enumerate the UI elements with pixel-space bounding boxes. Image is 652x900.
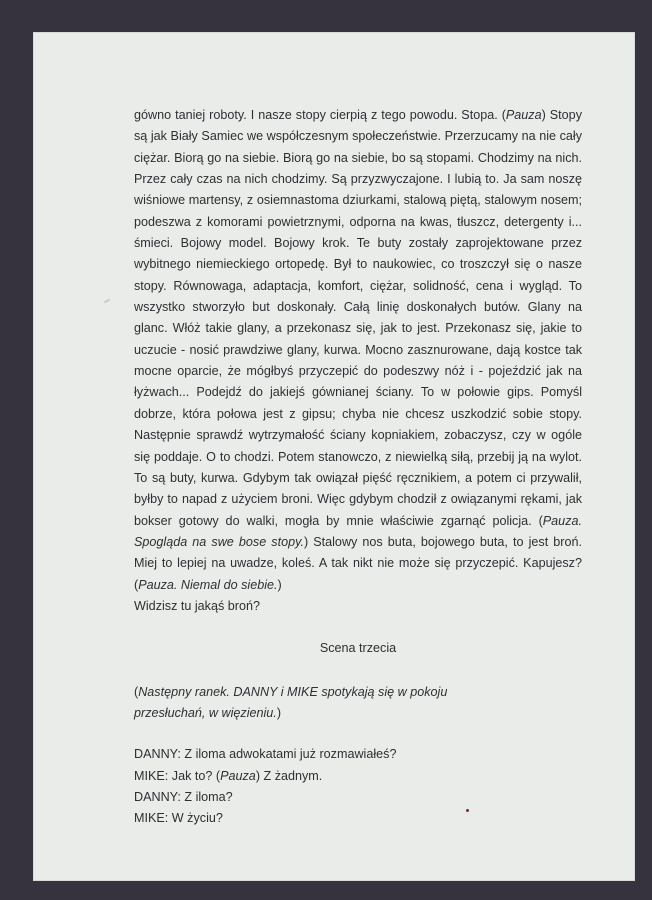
- dialogue-text: ) Z żadnym.: [255, 768, 323, 783]
- dialogue: [134, 744, 582, 829]
- monologue-paragraph: [134, 105, 582, 617]
- stage-direction: [134, 682, 582, 725]
- dialogue-line: [134, 744, 582, 765]
- monologue-text: gówno taniej roboty. I nasze stopy cierpią z tego powodu. Stopa. (: [134, 108, 506, 122]
- monologue-text: ) Stopy są jak Biały Samiec we współczesnym społeczeństwie. Przerzucamy na nie cały ciężar. Biorą go na siebie. Biorą go na siebie, bo są stopami. Chodzimy na nich. Przez cały czas na nich chodzimy. Są przyzwyczajone. I lubią to. Ja sam noszę wiśniowe martensy, z osiemnastoma dziurkami, stalową piętą, stalowym nosem; podeszwa z komorami powietrznymi, odporna na kwas, tłuszcz, detergenty i... śmieci. Bojowy model. Bojowy krok. Te buty zostały zaprojektowane przez wybitnego niemieckiego ortopedę. Był to naukowiec, co troszczył się o nasze stopy. Równowaga, adaptacja, komfort, ciężar, solidność, cena i wygląd. To wszystko stworzyło but doskonały. Całą linię doskonałych butów. Glany na glanc. Włóż takie glany, a przekonasz się, jak to jest. Przekonasz się, jakie to uczucie - nosić prawdziwe glany, kurwa. Mocno zasznurowane, dają kostce tak mocne oparcie, że mógłbyś przyczepić do podeszwy nóż i - pojeździć jak na łyżwach... Podejdź do jakiejś gównianej ściany. To w połowie gips. Pomyśl dobrze, która połowa jest z gipsu; chyba nie chcesz uszkodzić sobie stopy. Następnie sprawdź wytrzymałość ściany kopniakiem, zobaczysz, czy w ogóle się poddaje. O to chodzi. Potem stanowczo, z niewielką siłą, przebij ją na wylot. To są buty, kurwa. Gdybym tak owiązał pięść ręcznikiem, a potem ci przywalił, byłby to napad z użyciem broni. Więc gdybym chodził z owiązanymi rękami, jak bokser gotowy do walki, mogła by mnie właściwie zgarnąć policja. (: [134, 108, 582, 528]
- dialogue-text: MIKE: W życiu?: [134, 811, 223, 826]
- stage-open-paren: (: [134, 684, 139, 699]
- paper-mark: [104, 299, 110, 304]
- stage-direction-text: Następny ranek. DANNY i MIKE spotykają się w pokoju przesłuchań, w więzieniu.: [134, 684, 448, 720]
- stage-note: Pauza. Spogląda na swe bose stopy.: [134, 513, 582, 549]
- dialogue-text: DANNY: Z iloma?: [134, 789, 233, 804]
- text-column: [134, 105, 582, 830]
- dialogue-line: [134, 808, 582, 829]
- stage-note: Pauza. Niemal do siebie.: [138, 577, 278, 592]
- monologue-text: ) Stalowy nos buta, bojowego buta, to jest broń. Miej to lepiej na uwadze, koleś. A tak nikt nie może się przyczepić. Kapujesz? (: [134, 534, 582, 592]
- dialogue-line: [134, 787, 582, 808]
- monologue-text: ): [277, 577, 282, 592]
- paper-page: [33, 32, 635, 881]
- dialogue-line: [134, 766, 582, 787]
- ink-speck: [466, 809, 469, 812]
- scene-heading: Scena trzecia: [319, 641, 397, 656]
- stage-close-paren: ): [276, 705, 282, 720]
- dialogue-text: DANNY: Z iloma adwokatami już rozmawiałeś?: [134, 747, 397, 762]
- dialogue-text: MIKE: Jak to? (: [134, 768, 221, 783]
- stage-note: Pauza: [220, 768, 256, 783]
- stage-note: Pauza: [505, 108, 542, 122]
- monologue-last-line: Widzisz tu jakąś broń?: [134, 598, 260, 613]
